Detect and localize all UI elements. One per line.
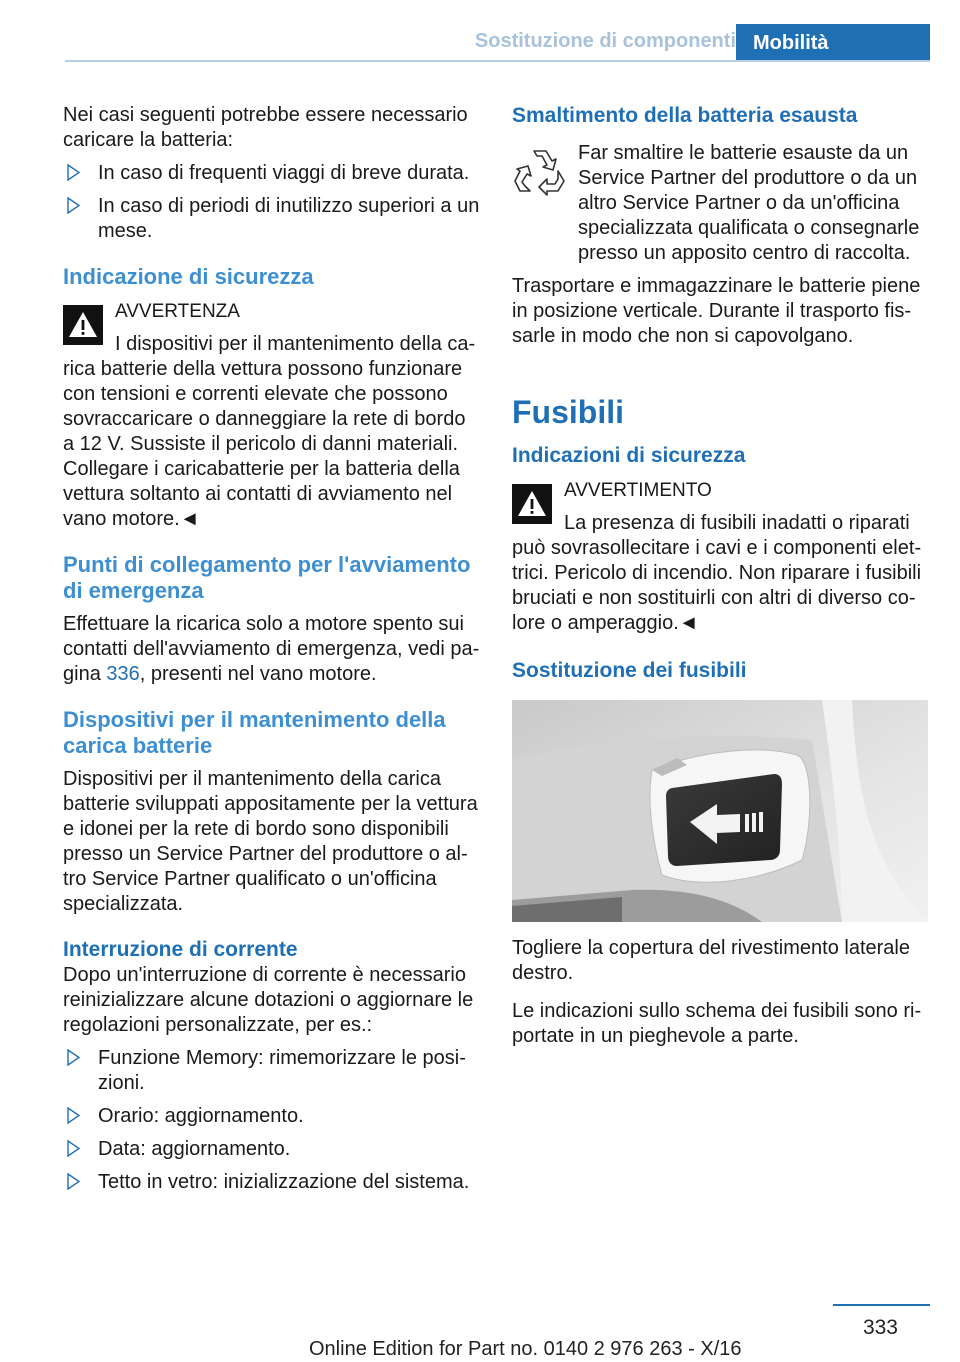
warning-text: La presenza di fusibili inadatti o riparati può sovrasollecitare i cavi e i componenti elettrici. Pericolo di incendio. Non riparare i fusibili bruciati e non sostituirli con altri di diverso colore o amperaggio.◄ [512, 512, 922, 634]
warning-notice [512, 479, 930, 529]
devices-text: Dispositivi per il mantenimento della carica batterie sviluppati appositamente per la vettura e idonei per la rete di bordo sono disponibili presso un Service Partner del produttore o altro Service Partner qualificato o un'officina specializzata. [63, 768, 478, 915]
page-number: 333 [862, 1316, 898, 1339]
disposal-text: Far smaltire le batterie esauste da un Service Partner del produttore o da un altro Service Partner o da un'officina specializzata qualificata o consegnarle presso un apposito centro di raccolta. [578, 142, 920, 264]
edition-footer: Online Edition for Part no. 0140 2 976 263 - X/16 [309, 1338, 742, 1360]
list-item: Orario: aggiornamento. [63, 1104, 481, 1129]
jump-start-text: Effettuare la ricarica solo a motore spento sui contatti dell'avviamento di emergenza, vedi pagina 336, presenti nel vano motore. [63, 613, 480, 685]
recycle-icon [512, 143, 568, 199]
power-list [63, 1046, 481, 1195]
footer-rule [833, 1304, 930, 1306]
warning-icon [512, 484, 552, 524]
heading-maintenance-devices: Dispositivi per il mantenimento della carica batterie [63, 707, 446, 758]
triangle-bullet-icon [67, 164, 80, 181]
heading-battery-disposal: Smaltimento della batteria esausta [512, 104, 858, 127]
caption-text: Togliere la copertura del rivestimento laterale destro. [512, 937, 910, 984]
heading-replace-fuses: Sostituzione dei fusibili [512, 659, 747, 682]
fuse-note-text: Le indicazioni sullo schema dei fusibili sono riportate in un pieghevole a parte. [512, 1000, 922, 1047]
triangle-bullet-icon [67, 1140, 80, 1157]
list-item: Funzione Memory: rimemorizzare le posizioni. [63, 1046, 481, 1096]
list-item: Data: aggiornamento. [63, 1137, 481, 1162]
power-text: Dopo un'interruzione di corrente è necessario reinizializzare alcune dotazioni o aggiornare le regolazioni personalizzate, per es.: [63, 964, 474, 1036]
triangle-bullet-icon [67, 1049, 80, 1066]
left-column [63, 103, 481, 1203]
header-rule [65, 60, 930, 62]
heading-power-interruption: Interruzione di corrente [63, 938, 298, 961]
right-column [512, 103, 930, 1049]
list-item: In caso di periodi di inutilizzo superiori a un mese. [63, 194, 481, 244]
intro-list [63, 161, 481, 244]
heading-safety: Indicazione di sicurezza [63, 264, 314, 289]
heading-jump-start-points: Punti di collegamento per l'avviamento di emergenza [63, 552, 471, 603]
heading-fuses: Fusibili [512, 394, 624, 430]
triangle-bullet-icon [67, 1107, 80, 1124]
warning-title: AVVERTIMENTO [564, 480, 712, 501]
transport-text: Trasportare e immagazzinare le batterie piene in posizione verticale. Durante il trasporto fissarle in modo che non si capovolgano. [512, 275, 921, 347]
triangle-bullet-icon [67, 1173, 80, 1190]
warning-icon [63, 305, 103, 345]
chapter-tab: Mobilità [736, 24, 930, 62]
list-item: Tetto in vetro: inizializzazione del sistema. [63, 1170, 481, 1195]
warning-text: I dispositivi per il mantenimento della carica batterie della vettura possono funzionare con tensioni e correnti elevate che possono sovraccaricare o danneggiare la rete di bordo a 12 V. Sussiste il pericolo di danni materiali. Collegare i caricabatterie per la batteria della vettura soltanto ai contatti di avviamento nel vano motore.◄ [63, 333, 476, 530]
recycle-notice [512, 141, 930, 266]
trunk-side-panel-photo [512, 700, 928, 922]
page-link[interactable]: 336 [106, 663, 140, 685]
warning-title: AVVERTENZA [115, 301, 240, 322]
list-item: In caso di frequenti viaggi di breve durata. [63, 161, 481, 186]
triangle-bullet-icon [67, 197, 80, 214]
trunk-panel-illustration [512, 700, 928, 922]
warning-notice [63, 300, 481, 350]
heading-fuse-safety: Indicazioni di sicurezza [512, 444, 746, 467]
intro-text: Nei casi seguenti potrebbe essere necessario caricare la batteria: [63, 104, 468, 151]
running-header-section: Sostituzione di componenti [474, 30, 736, 52]
